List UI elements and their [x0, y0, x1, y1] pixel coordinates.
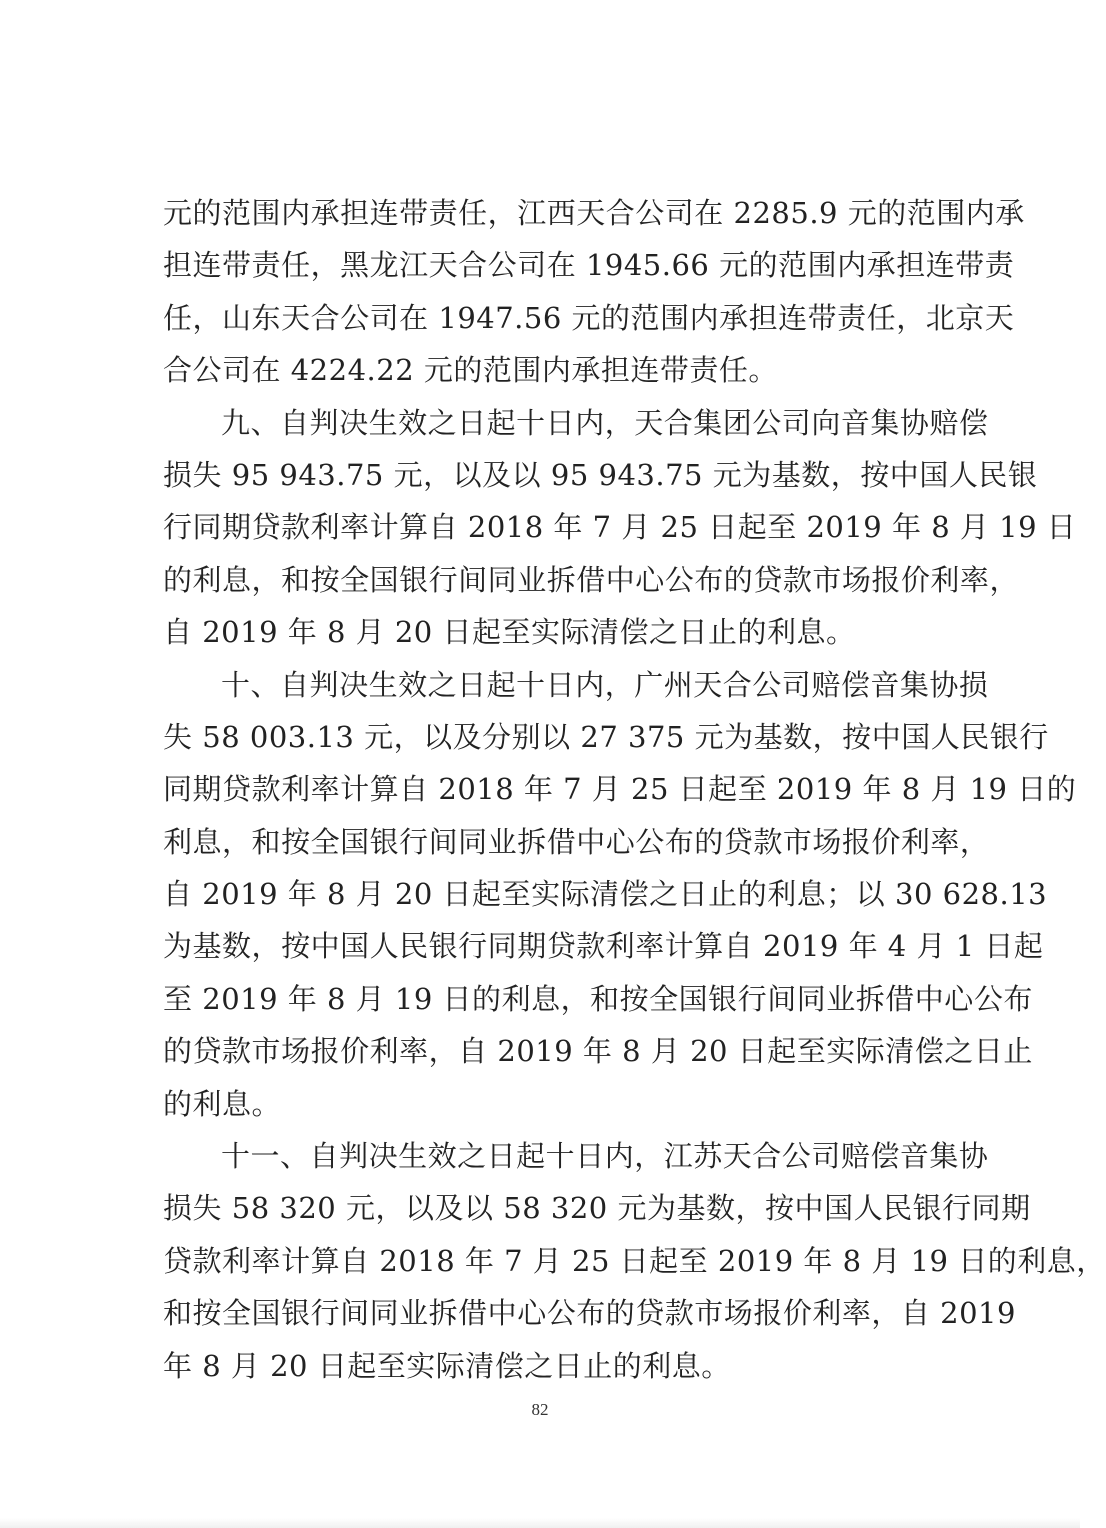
text-line: 和 按 全 国 银 行 间 同 业 拆 借 中 心 公 布 的 贷 款 市 场 报 价 利 率 ， 自 2 0 1 9 — [163, 1296, 1016, 1331]
text-line: 年 8 月 20 日起至实际清偿之日止的利息。 — [163, 1348, 731, 1383]
paragraph-first-line: 十 、 自 判 决 生 效 之 日 起 十 日 内 ， 广 州 天 合 公 司 赔 偿 音 集 协 损 — [221, 667, 989, 702]
text-line: 的 贷 款 市 场 报 价 利 率 ， 自 2 0 1 9 年 8 月 2 0 日 起 至 实 际 清 偿 之 日 止 — [163, 1034, 1033, 1069]
body-text — [163, 187, 1106, 1392]
text-line: 自 2019 年 8 月 20 日起至实际清偿之日止的利息。 — [163, 615, 856, 650]
text-line: 损 失 5 8 3 2 0 元 ， 以 及 以 5 8 3 2 0 元 为 基 数 ， 按 中 国 人 民 银 行 同 期 — [163, 1191, 1031, 1226]
text-line: 担 连 带 责 任 ， 黑 龙 江 天 合 公 司 在 1 9 4 5 . 6 6 元 的 范 围 内 承 担 连 带 责 — [163, 248, 1015, 283]
text-line: 任 ， 山 东 天 合 公 司 在 1 9 4 7 . 5 6 元 的 范 围 内 承 担 连 带 责 任 ， 北 京 天 — [163, 300, 1015, 335]
paragraph-first-line: 九 、 自 判 决 生 效 之 日 起 十 日 内 ， 天 合 集 团 公 司 向 音 集 协 赔 偿 — [221, 405, 989, 440]
text-line: 损 失 9 5 9 4 3 . 7 5 元 ， 以 及 以 9 5 9 4 3 . 7 5 元 为 基 数 ， 按 中 国 人 民 银 — [163, 457, 1038, 492]
text-line: 至 2 0 1 9 年 8 月 1 9 日 的 利 息 ， 和 按 全 国 银 行 间 同 业 拆 借 中 心 公 布 — [163, 981, 1033, 1016]
text-line: 元 的 范 围 内 承 担 连 带 责 任 ， 江 西 天 合 公 司 在 2 2 8 5 . 9 元 的 范 围 内 承 — [163, 196, 1025, 230]
text-line: 自 2 0 1 9 年 8 月 2 0 日 起 至 实 际 清 偿 之 日 止 的 利 息 ； 以 3 0 6 2 8 . 1 3 — [163, 877, 1048, 912]
text-line: 的利息。 — [163, 1086, 282, 1121]
text-line: 的 利 息 ， 和 按 全 国 银 行 间 同 业 拆 借 中 心 公 布 的 贷 款 市 场 报 价 利 率 ， — [163, 562, 1019, 597]
text-line: 同 期 贷 款 利 率 计 算 自 2 0 1 8 年 7 月 2 5 日 起 至 2 0 1 9 年 8 月 1 9 日 的 — [163, 772, 1077, 807]
scan-edge-shadow — [0, 1518, 1080, 1528]
text-line: 合公司在 4224.22 元的范围内承担连带责任。 — [163, 353, 778, 388]
text-line: 贷 款 利 率 计 算 自 2 0 1 8 年 7 月 2 5 日 起 至 2 0 1 9 年 8 月 1 9 日 的 利 息 ， — [163, 1243, 1106, 1278]
paragraph-first-line: 十 一 、 自 判 决 生 效 之 日 起 十 日 内 ， 江 苏 天 合 公 司 赔 偿 音 集 协 — [221, 1139, 989, 1174]
text-line: 行 同 期 贷 款 利 率 计 算 自 2 0 1 8 年 7 月 2 5 日 起 至 2 0 1 9 年 8 月 1 9 日 — [163, 510, 1077, 545]
page-number: 82 — [531, 1400, 549, 1419]
text-line: 为 基 数 ， 按 中 国 人 民 银 行 同 期 贷 款 利 率 计 算 自 2 0 1 9 年 4 月 1 日 起 — [163, 929, 1044, 964]
text-line: 失 5 8 0 0 3 . 1 3 元 ， 以 及 分 别 以 2 7 3 7 5 元 为 基 数 ， 按 中 国 人 民 银 行 — [163, 719, 1049, 754]
text-line: 利 息 ， 和 按 全 国 银 行 间 同 业 拆 借 中 心 公 布 的 贷 款 市 场 报 价 利 率 ， — [163, 824, 990, 859]
